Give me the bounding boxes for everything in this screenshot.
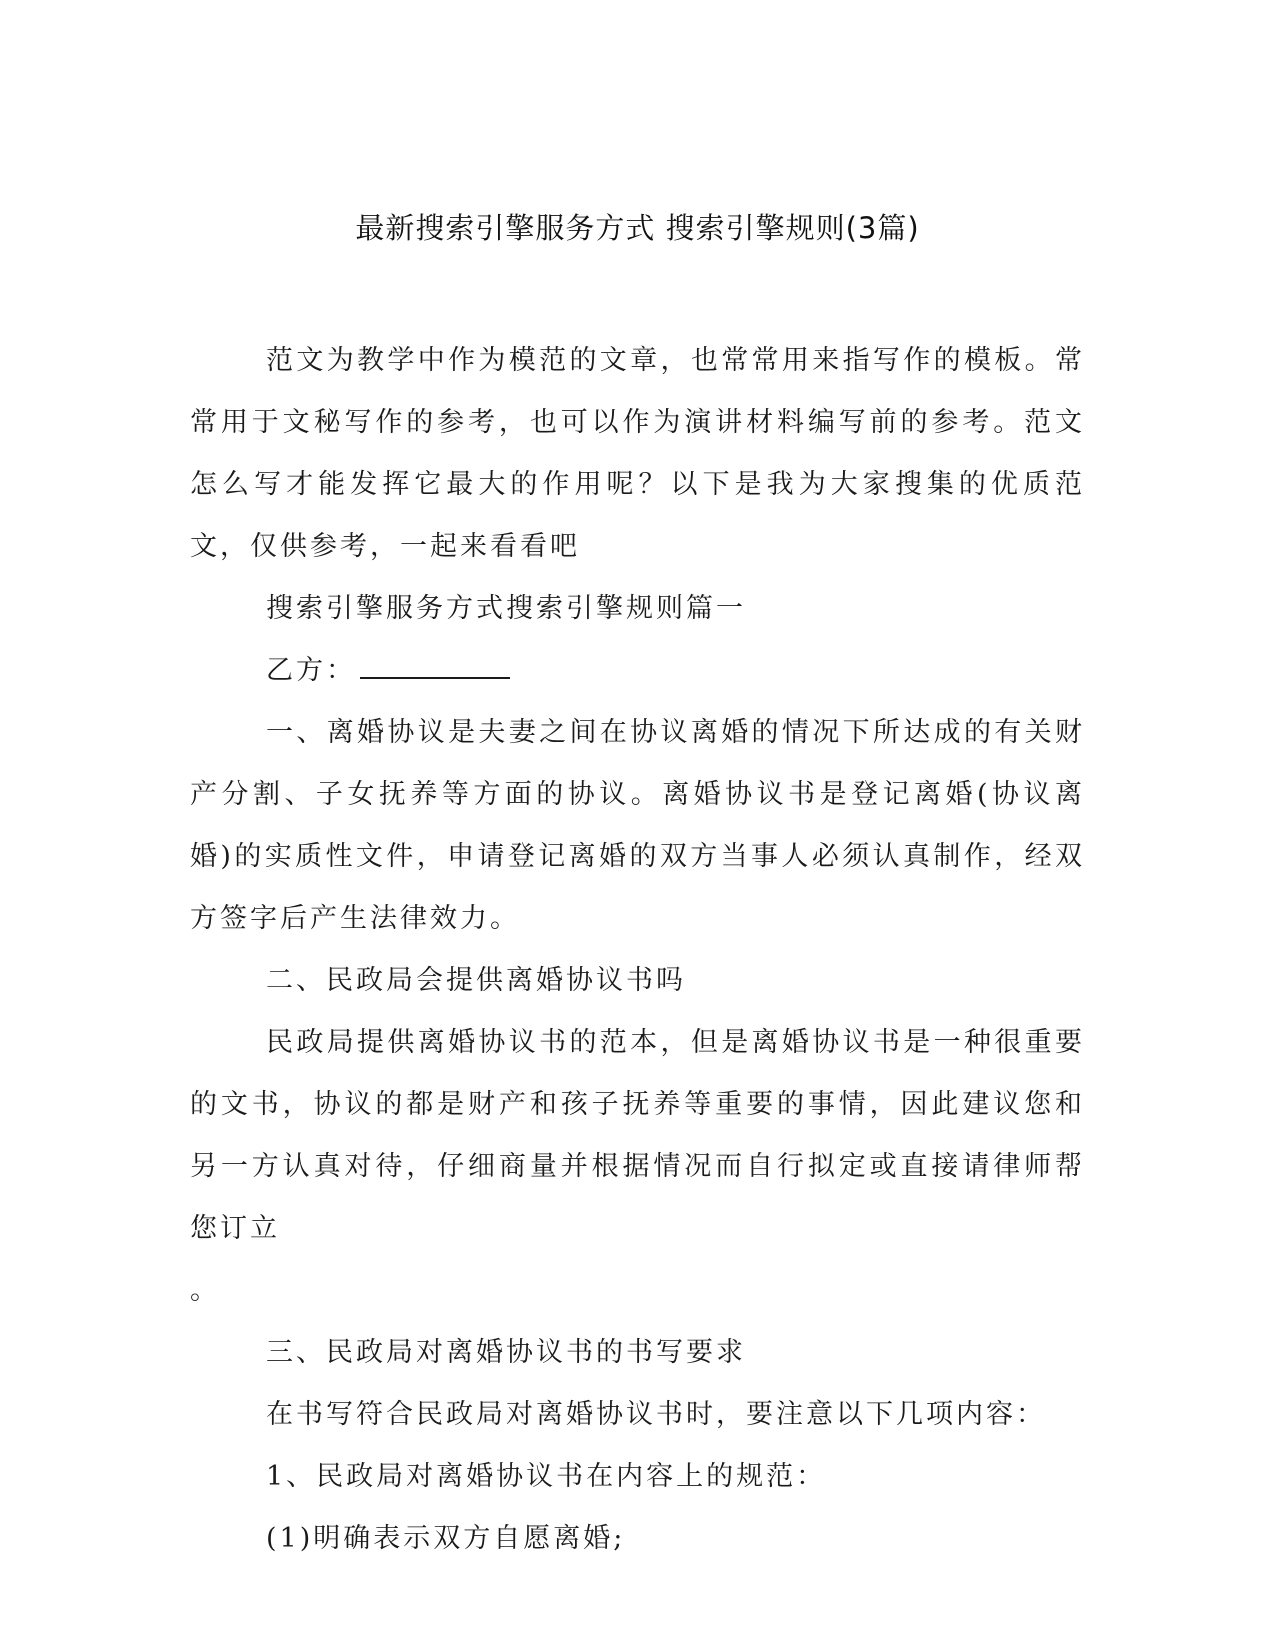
list-item-1: 1、民政局对离婚协议书在内容上的规范： [266,1461,827,1492]
party-b-blank-line [360,651,510,679]
paragraph-3: 在书写符合民政局对离婚协议书时，要注意以下几项内容： [266,1399,1046,1430]
list-item-1-1: (1)明确表示双方自愿离婚; [266,1523,626,1554]
document-title: 最新搜索引擎服务方式 搜索引擎规则(3篇) [355,211,920,245]
intro-paragraph: 范文为教学中作为模范的文章，也常常用来指写作的模板。常常用于文秘写作的参考，也可以作为演讲材料编写前的参考。范文怎么写才能发挥它最大的作用呢？以下是我为大家搜集的优质范文，仅供参考，一起来看看吧 [190,345,1085,562]
paragraph-2-end: 。 [190,1275,220,1306]
party-b-line [190,640,1085,702]
paragraph-1: 一、离婚协议是夫妻之间在协议离婚的情况下所达成的有关财产分割、子女抚养等方面的协议。离婚协议书是登记离婚(协议离婚)的实质性文件，申请登记离婚的双方当事人必须认真制作，经双方签字后产生法律效力。 [190,717,1085,934]
paragraph-2: 民政局提供离婚协议书的范本，但是离婚协议书是一种很重要的文书，协议的都是财产和孩子抚养等重要的事情，因此建议您和另一方认真对待，仔细商量并根据情况而自行拟定或直接请律师帮您订立 [190,1027,1085,1244]
paragraph-2-heading: 二、民政局会提供离婚协议书吗 [266,965,686,996]
paragraph-3-heading: 三、民政局对离婚协议书的书写要求 [266,1337,746,1368]
party-b-label: 乙方： [266,655,356,686]
section-heading: 搜索引擎服务方式搜索引擎规则篇一 [266,593,746,624]
document-body [190,330,1085,1570]
